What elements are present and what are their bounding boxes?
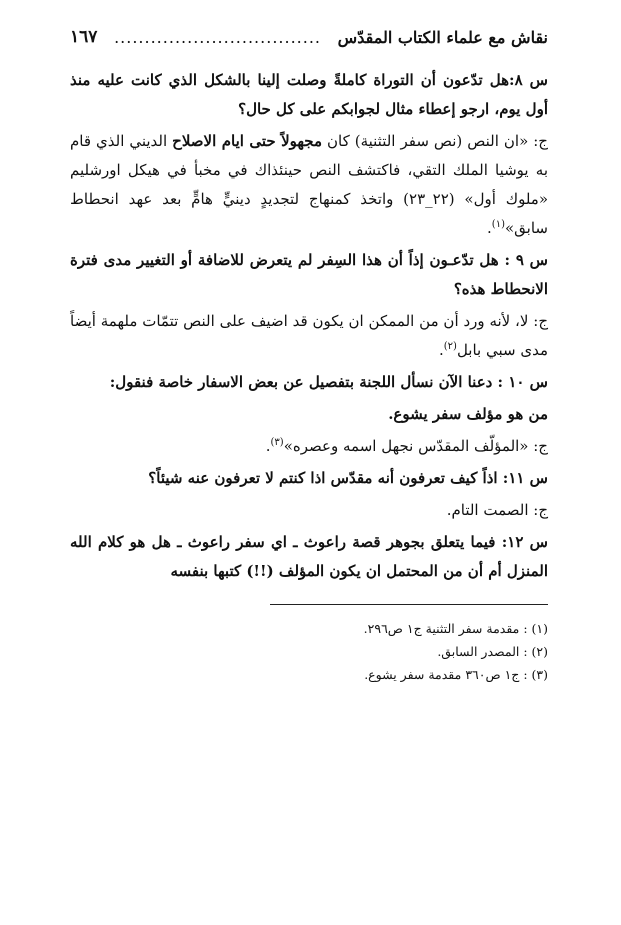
footnote-separator	[270, 604, 548, 605]
question-9: س ٩ : هل تدّعـون إذاً أن هذا السِفر لم يتعرض للاضافة أو التغيير مدى فترة الانحطاط هذه؟	[70, 251, 548, 298]
answer-9-end: .	[438, 341, 444, 359]
answer-10-end: .	[265, 437, 271, 455]
answer-10	[70, 432, 548, 461]
footnote-2: (٢) : المصدر السابق.	[437, 644, 548, 659]
body-text	[70, 66, 548, 586]
footnote-3: (٣) : ج١ ص٣٦٠ مقدمة سفر يشوع.	[364, 667, 548, 682]
footnotes	[70, 617, 548, 686]
answer-9-text: ج: لا، لأنه ورد أن من الممكن ان يكون قد اضيف على النص تتمّات ملهمة أيضاً مدى سبي بابل	[70, 312, 548, 359]
answer-8-emphasis: مجهولاً حتى ايام الاصلاح	[172, 132, 323, 150]
question-10: س ١٠ : دعنا الآن نسأل اللجنة بتفصيل عن بعض الاسفار خاصة فنقول:	[109, 373, 548, 391]
header-title: نقاش مع علماء الكتاب المقدّس	[337, 27, 548, 47]
answer-10-text: ج: «المؤلّف المقدّس نجهل اسمه وعصره»	[283, 437, 548, 455]
footnote-1: (١) : مقدمة سفر التثنية ج١ ص٢٩٦.	[363, 621, 548, 636]
answer-8-end: .	[487, 219, 492, 237]
footnote-ref-1: (١)	[491, 219, 505, 230]
answer-8-prefix: ج: «ان النص (نص سفر التثنية) كان	[322, 132, 548, 150]
answer-8-text: الديني الذي قام به يوشيا الملك التقي، فاكتشف النص حينئذاك في مخبأ في هيكل اورشليم «ملوك أول» (٢٢_٢٣) واتخذ كمنهاج لتجديدٍ دينيٍّ هامٍّ بعد عهد انحطاط سابق»	[70, 132, 549, 237]
answer-8	[70, 127, 548, 243]
running-header	[70, 22, 548, 52]
question-8: س ٨:هل تدّعون أن التوراة كاملةً وصلت إلينا بالشكل الذي كانت عليه منذ أول يوم، ارجو إعطاء مثال لجوابكم على كل حال؟	[70, 71, 548, 118]
header-leader-dots: ..................................	[114, 27, 321, 47]
page-number: ١٦٧	[70, 27, 98, 47]
answer-11: ج: الصمت التام.	[446, 501, 548, 519]
footnote-ref-3: (٣)	[270, 437, 284, 448]
book-page	[70, 22, 548, 902]
question-11: س ١١: اذاً كيف تعرفون أنه مقدّس اذا كنتم لا تعرفون عنه شيئاً؟	[148, 469, 548, 487]
question-12: س ١٢: فيما يتعلق بجوهر قصة راعوث ـ اي سفر راعوث ـ هل هو كلام الله المنزل أم أن من المحتمل ان يكون المؤلف (!!) كتبها بنفسه	[70, 533, 548, 580]
question-10-sub: من هو مؤلف سفر يشوع.	[388, 405, 548, 423]
footnote-ref-2: (٢)	[443, 341, 457, 352]
answer-9	[70, 307, 548, 365]
